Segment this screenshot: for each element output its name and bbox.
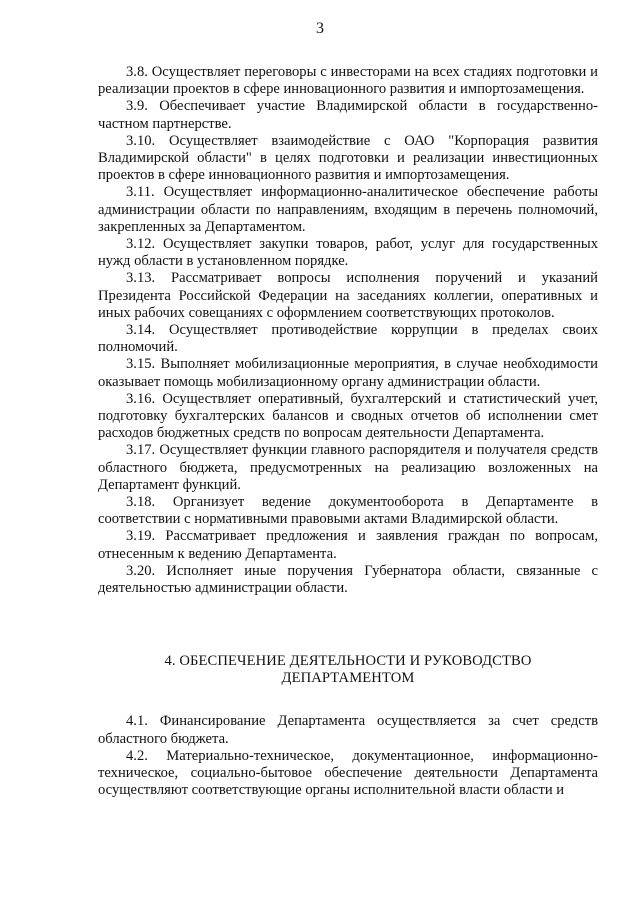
paragraph-3-18: 3.18. Организует ведение документооборота в Департаменте в соответствии с нормативными правовыми актами Владимирской области.: [98, 494, 598, 528]
paragraph-3-10: 3.10. Осуществляет взаимодействие с ОАО "Корпорация развития Владимирской области" в целях подготовки и реализации инвестиционных проектов в сфере инновационного развития и импортозамещения.: [98, 132, 598, 184]
paragraph-3-8: 3.8. Осуществляет переговоры с инвесторами на всех стадиях подготовки и реализации проектов в сфере инновационного развития и импортозамещения.: [98, 64, 598, 98]
paragraph-3-16: 3.16. Осуществляет оперативный, бухгалтерский и статистический учет, подготовку бухгалтерских балансов и сводных отчетов об исполнении смет расходов бюджетных средств по вопросам деятельности Департамента.: [98, 390, 598, 442]
paragraph-3-13: 3.13. Рассматривает вопросы исполнения поручений и указаний Президента Российской Федерации на заседаниях коллегии, оперативных и иных рабочих совещаниях с оформлением соответствующих протоколов.: [98, 270, 598, 321]
page-number: 3: [316, 20, 324, 37]
paragraph-3-17: 3.17. Осуществляет функции главного распорядителя и получателя средств областного бюджета, предусмотренных на реализацию возложенных на Департамент функций.: [98, 442, 598, 493]
paragraph-3-15: 3.15. Выполняет мобилизационные мероприятия, в случае необходимости оказывает помощь мобилизационному органу администрации области.: [98, 356, 598, 390]
paragraph-3-20: 3.20. Исполняет иные поручения Губернатора области, связанные с деятельностью администрации области.: [98, 562, 598, 597]
paragraph-3-19: 3.19. Рассматривает предложения и заявления граждан по вопросам, отнесенным к ведению Департамента.: [98, 528, 598, 562]
paragraph-3-14: 3.14. Осуществляет противодействие коррупции в пределах своих полномочий.: [98, 322, 598, 356]
paragraph-4-2: 4.2. Материально-техническое, документационное, информационно-техническое, социально-бытовое обеспечение деятельности Департамента осуществляют соответствующие органы исполнительной власти области и: [98, 747, 598, 799]
paragraph-3-12: 3.12. Осуществляет закупки товаров, работ, услуг для государственных нужд области в установленном порядке.: [98, 236, 598, 270]
section-heading: [98, 653, 598, 687]
document-body: [98, 64, 598, 799]
paragraph-3-11: 3.11. Осуществляет информационно-аналитическое обеспечение работы администрации области по направлениям, входящим в перечень полномочий, закрепленных за Департаментом.: [98, 184, 598, 235]
paragraph-3-9: 3.9. Обеспечивает участие Владимирской области в государственно-частном партнерстве.: [98, 98, 598, 132]
paragraph-4-1: 4.1. Финансирование Департамента осуществляется за счет средств областного бюджета.: [98, 713, 598, 747]
section-heading-line2: ДЕПАРТАМЕНТОМ: [281, 670, 415, 687]
section-heading-line1: 4. ОБЕСПЕЧЕНИЕ ДЕЯТЕЛЬНОСТИ И РУКОВОДСТВО: [164, 653, 532, 670]
